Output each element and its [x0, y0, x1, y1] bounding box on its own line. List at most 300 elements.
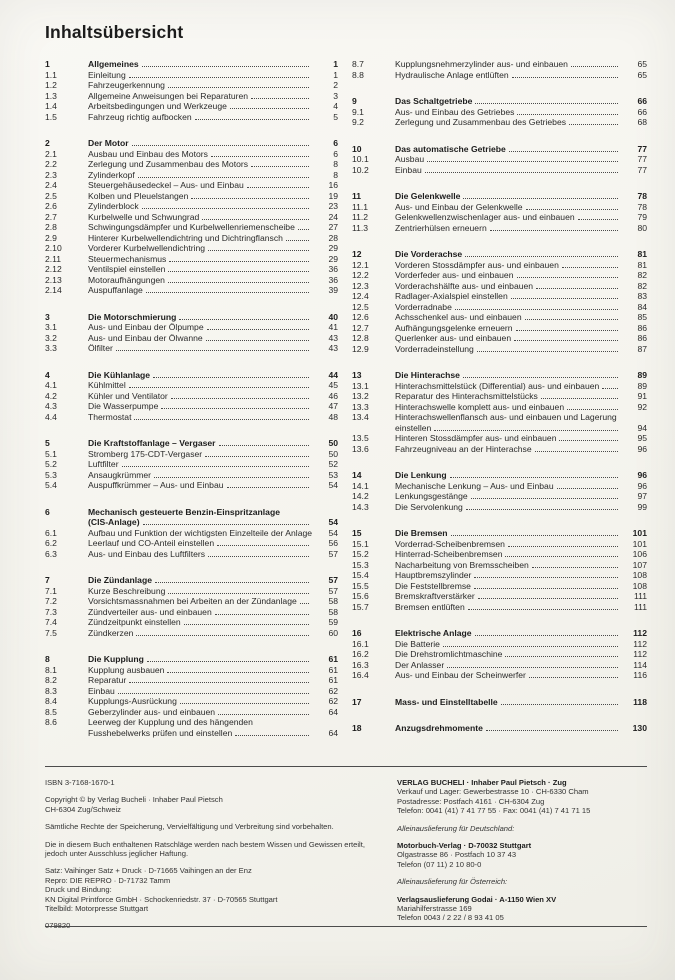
dot-leader	[602, 388, 618, 389]
toc-entry-number: 2.9	[45, 232, 57, 243]
footer-line: Verkauf und Lager: Gewerbestrasse 10 · CH-6330 Cham	[397, 787, 589, 797]
toc-row	[352, 391, 647, 402]
toc-entry-text: Die Bremsen	[395, 528, 448, 538]
toc-row	[45, 59, 338, 70]
toc-entry-number: 1.2	[45, 80, 57, 90]
dot-leader	[451, 535, 618, 536]
toc-entry-title	[395, 144, 621, 155]
toc-entry-number: 8.2	[45, 675, 57, 685]
toc-entry-text: Einbau	[88, 685, 115, 696]
toc-entry-text: Die Vorderachse	[395, 249, 463, 259]
toc-row	[352, 154, 647, 165]
dot-leader	[211, 156, 309, 157]
toc-entry-number: 14.3	[352, 501, 369, 512]
toc-entry-page: 86	[637, 333, 647, 343]
toc-entry-page: 54	[328, 517, 338, 527]
dot-leader	[535, 451, 618, 452]
toc-entry-number: 12.6	[352, 312, 369, 322]
toc-entry-page: 36	[328, 274, 338, 285]
dot-leader	[475, 635, 618, 636]
footer-top-divider	[45, 766, 647, 767]
toc-entry-title	[88, 628, 312, 639]
toc-entry-title	[395, 549, 621, 560]
toc-section	[45, 654, 338, 738]
toc-entry-title	[395, 639, 621, 650]
footer-publisher-column	[397, 778, 647, 939]
toc-row	[352, 59, 647, 70]
toc-entry-title	[88, 80, 312, 91]
toc-entry-number: 2.4	[45, 180, 57, 190]
toc-entry-title	[88, 70, 312, 81]
footer-line: Alleinauslieferung für Deutschland:	[397, 823, 515, 833]
toc-row	[352, 723, 647, 734]
toc-entry-page: 2	[333, 80, 338, 90]
toc-entry-number: 7.5	[45, 627, 57, 638]
toc-entry-number: 8.3	[45, 685, 57, 696]
toc-entry-text: Die Batterie	[395, 638, 440, 649]
toc-entry-title	[88, 180, 312, 191]
footer-paragraph	[45, 866, 385, 913]
toc-entry-page: 114	[633, 659, 647, 670]
dot-leader	[505, 656, 618, 657]
toc-entry-number: 10.2	[352, 164, 369, 175]
toc-entry-text: Ansaugkrümmer	[88, 469, 152, 480]
dot-leader	[180, 703, 309, 704]
toc-row	[45, 80, 338, 91]
dot-leader	[122, 466, 309, 467]
toc-entry-number: 5.1	[45, 448, 57, 459]
footer-bottom-divider	[45, 926, 647, 927]
toc-entry-text: Die Zündanlage	[88, 575, 152, 585]
toc-entry-page: 101	[632, 538, 647, 549]
dot-leader	[143, 524, 309, 525]
dot-leader	[208, 250, 309, 251]
dot-leader	[217, 545, 309, 546]
toc-entry-text: Vorderrad-Scheibenbremsen	[395, 538, 505, 549]
toc-entry-number: 2.5	[45, 190, 57, 201]
toc-row	[45, 675, 338, 686]
toc-row	[45, 222, 338, 233]
toc-entry-title	[395, 581, 621, 592]
toc-entry-text: Die Drehstromlichtmaschine	[395, 649, 503, 659]
dot-leader	[517, 277, 619, 278]
toc-entry-page: 54	[328, 480, 338, 490]
toc-entry-page: 111	[633, 601, 647, 612]
toc-entry-title	[395, 444, 621, 455]
toc-entry-number: 2	[45, 138, 50, 148]
toc-row	[352, 470, 647, 481]
toc-entry-number: 13.3	[352, 401, 369, 412]
dot-leader	[425, 172, 618, 173]
toc-entry-number: 1.4	[45, 101, 57, 111]
toc-entry-number: 12	[352, 249, 362, 259]
toc-entry-title	[88, 707, 312, 718]
toc-entry-number: 7.3	[45, 606, 57, 617]
toc-entry-number: 5	[45, 438, 50, 448]
dot-leader	[138, 177, 309, 178]
toc-entry-text: Zentrierhülsen erneuern	[395, 222, 487, 233]
toc-entry-text: Allgemeines	[88, 59, 139, 69]
toc-entry-text: Fahrzeug richtig aufbocken	[88, 111, 192, 122]
toc-entry-text: Kupplungs-Ausrückung	[88, 696, 177, 706]
toc-entry-text: Hinterachswelle komplett aus- und einbauen	[395, 401, 565, 412]
toc-entry-text: Die Servolenkung	[395, 501, 463, 512]
toc-entry-text: Aus- und Einbau der Scheinwerfer	[395, 670, 526, 680]
toc-row	[352, 502, 647, 513]
toc-entry-number: 15.2	[352, 549, 369, 559]
toc-row	[352, 107, 647, 118]
dot-leader	[195, 119, 309, 120]
toc-entry-text: Schwingungsdämpfer und Kurbelwellenriemenscheibe	[88, 222, 295, 232]
toc-entry-title	[88, 149, 312, 160]
toc-row	[352, 312, 647, 323]
toc-entry-text: Steuergehäusedeckel – Aus- und Einbau	[88, 180, 244, 190]
dot-leader	[541, 398, 618, 399]
toc-entry-text: Die Kühlanlage	[88, 369, 151, 380]
dot-leader	[569, 124, 618, 125]
footer-line: 079820	[45, 921, 71, 931]
toc-entry-page: 77	[637, 164, 647, 175]
toc-row	[45, 728, 338, 739]
toc-entry-number: 13.4	[352, 412, 369, 422]
toc-entry-number: 13	[352, 370, 362, 380]
toc-entry-title	[88, 254, 312, 265]
toc-row	[45, 654, 338, 665]
toc-entry-title	[88, 728, 312, 739]
toc-entry-number: 6.3	[45, 548, 57, 559]
toc-row	[352, 528, 647, 539]
footer-line: Titelbild: Motorpresse Stuttgart	[45, 904, 149, 914]
toc-entry-page: 86	[637, 322, 647, 333]
toc-entry-page: 41	[328, 322, 338, 332]
toc-entry-title	[88, 222, 312, 233]
dot-leader	[206, 340, 309, 341]
toc-entry-page: 6	[333, 148, 338, 159]
toc-entry-title	[395, 381, 621, 392]
toc-entry-text: Die Kraftstoffanlage – Vergaser	[88, 438, 216, 448]
dot-leader	[169, 261, 309, 262]
toc-entry-text: Luftfilter	[88, 459, 119, 469]
toc-row	[352, 144, 647, 155]
toc-entry-page: 81	[637, 259, 647, 270]
toc-row	[45, 575, 338, 586]
toc-row	[45, 617, 338, 628]
toc-entry-title	[395, 212, 621, 223]
toc-entry-page: 16	[328, 180, 338, 190]
toc-entry-page: 96	[637, 470, 647, 480]
toc-entry-number: 15.4	[352, 570, 369, 580]
toc-section	[352, 723, 647, 734]
toc-entry-title	[395, 117, 621, 128]
toc-entry-title	[88, 507, 312, 518]
footer-block	[397, 895, 647, 923]
toc-row	[45, 243, 338, 254]
toc-entry-number: 16.1	[352, 638, 369, 649]
footer-line: Alleinauslieferung für Österreich:	[397, 877, 508, 887]
toc-section	[45, 438, 338, 491]
toc-row	[352, 423, 647, 434]
toc-entry-number: 12.1	[352, 259, 369, 270]
toc-row	[352, 549, 647, 560]
footer-paragraph	[45, 778, 385, 787]
toc-row	[352, 670, 647, 681]
dot-leader	[247, 187, 309, 188]
toc-row	[45, 170, 338, 181]
toc-entry-page: 106	[632, 549, 647, 559]
toc-row	[45, 696, 338, 707]
toc-entry-title	[88, 401, 312, 412]
dot-leader	[567, 409, 618, 410]
toc-entry-page: 36	[328, 264, 338, 274]
toc-entry-page: 43	[328, 332, 338, 343]
toc-row	[352, 117, 647, 128]
toc-entry-title	[88, 264, 312, 275]
toc-row	[45, 380, 338, 391]
toc-row	[352, 697, 647, 708]
footer-line: CH-6304 Zug/Schweiz	[45, 804, 121, 814]
toc-entry-text: Kühlmittel	[88, 380, 126, 390]
footer-paragraph	[45, 840, 385, 859]
toc-entry-number: 16.3	[352, 659, 369, 670]
toc-entry-page: 57	[328, 548, 338, 559]
toc-entry-title	[395, 470, 621, 481]
dot-leader	[463, 377, 618, 378]
toc-entry-number: 15.5	[352, 580, 369, 591]
footer-line: Sämtliche Rechte der Speicherung, Vervielfältigung und Verbreitung sind vorbehalten.	[45, 822, 334, 832]
toc-entry-number: 12.8	[352, 333, 369, 343]
dot-leader	[508, 546, 618, 547]
toc-entry-page: 4	[333, 101, 338, 111]
toc-entry-text: Die Wasserpumpe	[88, 401, 159, 411]
dot-leader	[501, 704, 618, 705]
toc-entry-number: 2.2	[45, 159, 57, 169]
toc-entry-page: 77	[637, 143, 647, 154]
toc-entry-text: Ausbau	[395, 154, 425, 164]
toc-entry-number: 14.2	[352, 491, 369, 501]
toc-entry-page: 96	[637, 443, 647, 454]
toc-entry-text: Mass- und Einstelltabelle	[395, 696, 498, 707]
toc-entry-text: Fahrzeugerkennung	[88, 80, 165, 90]
toc-entry-text: Zylinderkopf	[88, 169, 135, 180]
toc-entry-number: 2.11	[45, 253, 62, 264]
toc-entry-title	[88, 696, 312, 707]
toc-entry-text: Der Anlasser	[395, 659, 445, 670]
toc-entry-number: 18	[352, 723, 362, 733]
toc-entry-page: 97	[637, 491, 647, 501]
dot-leader	[219, 445, 309, 446]
footer-line: ISBN 3-7168-1670-1	[45, 778, 115, 787]
toc-row	[352, 581, 647, 592]
toc-entry-text: Reparatur	[88, 675, 127, 685]
toc-row	[45, 459, 338, 470]
toc-entry-text: Vorderradeinstellung	[395, 343, 474, 354]
toc-entry-number: 8.1	[45, 664, 57, 675]
toc-entry-number: 15.7	[352, 601, 369, 612]
dot-leader	[179, 319, 309, 320]
dot-leader	[136, 635, 309, 636]
toc-entry-number: 2.10	[45, 243, 62, 253]
toc-row	[352, 70, 647, 81]
toc-entry-number: 17	[352, 696, 362, 707]
dot-leader	[474, 588, 618, 589]
toc-entry-page: 29	[328, 243, 338, 253]
toc-entry-number: 7.4	[45, 617, 57, 627]
toc-entry-text: Hydraulische Anlage entlüften	[395, 69, 509, 80]
toc-entry-number: 12.4	[352, 291, 369, 301]
toc-entry-text: Leerweg der Kupplung und des hängenden	[88, 717, 253, 727]
toc-entry-text: Vorderer Kurbelwellendichtring	[88, 243, 206, 253]
toc-row	[352, 249, 647, 260]
toc-entry-title	[88, 59, 312, 70]
toc-entry-page: 65	[637, 69, 647, 80]
toc-row	[352, 539, 647, 550]
dot-leader	[477, 351, 618, 352]
toc-row	[352, 302, 647, 313]
toc-entry-text: Zerlegung und Zusammenbau des Getriebes	[395, 117, 567, 127]
toc-entry-title	[88, 607, 312, 618]
footer-block	[397, 841, 647, 869]
toc-entry-number: 10.1	[352, 154, 369, 164]
dot-leader	[142, 66, 309, 67]
dot-leader	[171, 398, 309, 399]
toc-row	[352, 344, 647, 355]
toc-entry-text: Ölfilter	[88, 343, 113, 353]
toc-entry-text: Die Gelenkwelle	[395, 191, 461, 201]
toc-entry-text: einstellen	[395, 422, 432, 433]
dot-leader	[466, 509, 618, 510]
toc-entry-title	[395, 333, 621, 344]
dot-leader	[191, 198, 309, 199]
toc-entry-page: 46	[328, 390, 338, 401]
toc-entry-title	[395, 433, 621, 444]
toc-entry-title	[395, 323, 621, 334]
toc-entry-number: 7.2	[45, 596, 57, 606]
toc-section	[352, 59, 647, 80]
toc-entry-title	[395, 491, 621, 502]
toc-row	[45, 112, 338, 123]
dot-leader	[468, 609, 618, 610]
dot-leader	[505, 556, 618, 557]
toc-entry-text: Bremsen entlüften	[395, 601, 465, 612]
toc-entry-number: 11.2	[352, 212, 369, 222]
toc-entry-text: Einleitung	[88, 69, 126, 80]
toc-entry-text: Arbeitsbedingungen und Werkzeuge	[88, 101, 227, 111]
toc-entry-number: 6.2	[45, 538, 57, 548]
toc-row	[45, 412, 338, 423]
dot-leader	[512, 77, 618, 78]
toc-entry-text: (CIS-Anlage)	[88, 517, 140, 527]
toc-row	[352, 639, 647, 650]
toc-entry-page: 6	[333, 138, 338, 148]
toc-entry-title	[395, 697, 621, 708]
toc-entry-title	[88, 91, 312, 102]
toc-row	[352, 602, 647, 613]
toc-entry-page: 27	[328, 222, 338, 232]
toc-entry-text: Die Kupplung	[88, 654, 144, 664]
toc-row	[45, 449, 338, 460]
toc-entry-title	[88, 528, 312, 539]
toc-entry-page: 112	[633, 628, 647, 638]
dot-leader	[559, 440, 618, 441]
toc-row	[352, 165, 647, 176]
dot-leader	[142, 208, 309, 209]
toc-column-left	[45, 59, 338, 754]
toc-entry-number: 7	[45, 575, 50, 585]
toc-entry-number: 9.2	[352, 117, 364, 127]
dot-leader	[129, 387, 309, 388]
dot-leader	[536, 288, 618, 289]
toc-row	[45, 159, 338, 170]
toc-entry-page: 79	[637, 212, 647, 222]
dot-leader	[147, 661, 309, 662]
toc-entry-title	[88, 717, 312, 728]
toc-entry-text: Gelenkwellenzwischenlager aus- und einbauen	[395, 212, 575, 222]
toc-entry-number: 2.1	[45, 148, 57, 159]
toc-entry-title	[88, 243, 312, 254]
toc-entry-text: Zerlegung und Zusammenbau des Motors	[88, 159, 249, 169]
toc-entry-title	[395, 412, 621, 423]
toc-entry-text: Zündzeitpunkt einstellen	[88, 617, 181, 627]
toc-row	[352, 412, 647, 423]
toc-entry-title	[88, 412, 312, 423]
toc-row	[352, 381, 647, 392]
toc-section	[352, 370, 647, 454]
toc-entry-page: 111	[633, 591, 647, 601]
toc-row	[45, 275, 338, 286]
dot-leader	[478, 598, 618, 599]
toc-entry-text: Die Hinterachse	[395, 370, 460, 380]
toc-section	[45, 59, 338, 122]
toc-entry-title	[395, 402, 621, 413]
toc-entry-page: 99	[637, 501, 647, 512]
toc-entry-title	[395, 591, 621, 602]
toc-entry-text: Aus- und Einbau der Gelenkwelle	[395, 201, 523, 212]
toc-entry-text: Ausbau und Einbau des Motors	[88, 148, 208, 159]
toc-entry-page: 64	[328, 706, 338, 717]
toc-entry-title	[88, 343, 312, 354]
toc-entry-number: 8.8	[352, 69, 364, 80]
toc-entry-text: Achsschenkel aus- und einbauen	[395, 312, 522, 322]
dot-leader	[207, 329, 309, 330]
toc-entry-text: Aufbau und Funktion der wichtigsten Einzelteile der Anlage	[88, 527, 312, 538]
toc-entry-title	[395, 560, 621, 571]
toc-entry-page: 40	[328, 311, 338, 322]
toc-entry-page: 1	[333, 59, 338, 69]
toc-entry-title	[88, 654, 312, 665]
toc-entry-title	[88, 275, 312, 286]
toc-entry-title	[88, 517, 312, 528]
toc-entry-page: 107	[632, 559, 647, 570]
toc-entry-title	[395, 539, 621, 550]
toc-row	[45, 507, 338, 518]
toc-entry-page: 96	[637, 480, 647, 491]
toc-entry-number: 6	[45, 506, 50, 517]
dot-leader	[202, 219, 309, 220]
toc-row	[352, 281, 647, 292]
toc-entry-page: 94	[637, 422, 647, 433]
toc-entry-page: 89	[637, 380, 647, 391]
toc-entry-number: 15.3	[352, 559, 369, 570]
toc-entry-number: 8.4	[45, 696, 57, 706]
toc-entry-page: 56	[328, 538, 338, 548]
toc-entry-title	[88, 470, 312, 481]
toc-entry-number: 2.12	[45, 264, 62, 274]
footer-line: KN Digital Printforce GmbH · Schockenriedstr. 37 · D-70565 Stuttgart	[45, 894, 278, 904]
toc-row	[352, 444, 647, 455]
toc-entry-text: Zylinderblock	[88, 201, 139, 211]
toc-entry-page: 8	[333, 159, 338, 169]
toc-row	[352, 96, 647, 107]
